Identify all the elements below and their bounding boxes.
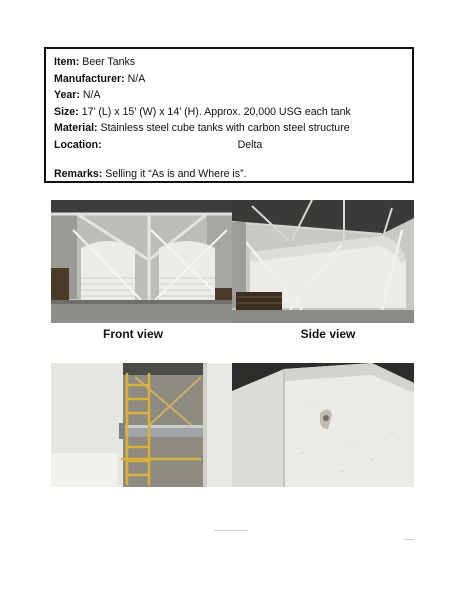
item-value: Beer Tanks <box>82 56 136 68</box>
footer-mark-right <box>404 539 414 540</box>
remarks-row <box>54 166 404 183</box>
material-row <box>54 120 404 137</box>
redacted-line <box>54 154 404 166</box>
tank-closeup-photo <box>232 363 414 487</box>
location-label: Location: <box>54 138 102 151</box>
front-view-photo <box>51 200 232 323</box>
year-row <box>54 87 404 104</box>
material-value: Stainless steel cube tanks with carbon steel structure <box>100 122 350 135</box>
location-row <box>54 137 404 154</box>
redacted-address <box>105 142 235 148</box>
manufacturer-row <box>54 71 404 88</box>
size-label: Size: <box>54 105 79 118</box>
item-label: Item: <box>54 56 80 68</box>
material-label: Material: <box>54 122 98 135</box>
side-view-caption: Side view <box>300 327 356 341</box>
location-value: Delta <box>237 138 263 151</box>
side-view-photo <box>232 200 414 323</box>
size-value: 17’ (L) x 15’ (W) x 14’ (H). Approx. 20,000 USG each tank <box>81 105 351 118</box>
pipe-ladder-photo <box>51 363 232 487</box>
front-view-caption: Front view <box>102 327 163 341</box>
equipment-info-box <box>44 47 414 183</box>
year-label: Year: <box>54 89 80 102</box>
remarks-label: Remarks: <box>54 167 103 180</box>
remarks-value: Selling it “As is and Where is”. <box>105 167 247 180</box>
size-row <box>54 104 404 121</box>
manufacturer-label: Manufacturer: <box>54 72 125 85</box>
manufacturer-value: N/A <box>127 72 146 85</box>
item-row <box>54 54 404 71</box>
year-value: N/A <box>82 89 101 102</box>
footer-mark-center <box>214 530 248 531</box>
